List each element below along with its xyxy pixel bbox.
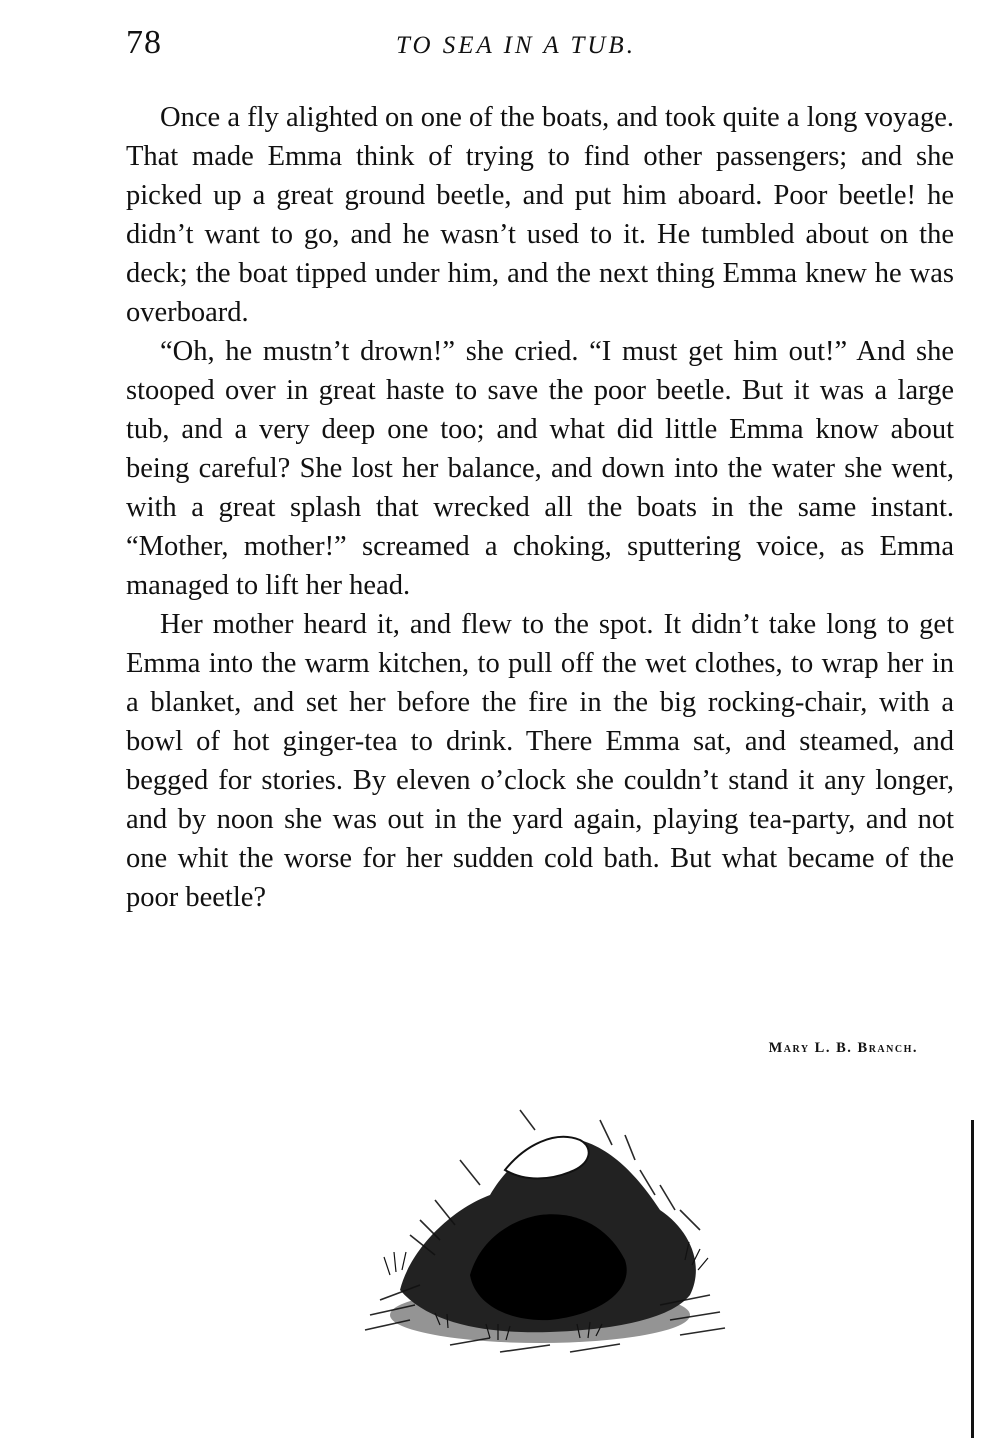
page-edge-line <box>970 1120 976 1438</box>
running-title: TO SEA IN A TUB. <box>396 32 636 59</box>
shrub-vignette-icon <box>340 1100 740 1370</box>
author-attribution: Mary L. B. Branch. <box>768 1040 918 1056</box>
paragraph-emma-falls: “Oh, he mustn’t drown!” she cried. “I must get him out!” And she stooped over in great haste to save the poor beetle. But it was a large tub, and a very deep one too; and what did little Emma know about being careful? She lost her balance, and down into the water she went, with a great splash that wrecked all the boats in the same instant. “Mother, mother!” screamed a choking, sputtering voice, as Emma managed to lift her head. <box>126 336 954 601</box>
page-number: 78 <box>126 24 162 61</box>
paragraph-mother-rescue: Her mother heard it, and flew to the spot. It didn’t take long to get Emma into the warm kitchen, to pull off the wet clothes, to wrap her in a blanket, and set her before the fire in the big rocking-chair, with a bowl of hot ginger-tea to drink. There Emma sat, and steamed, and begged for stories. By eleven o’clock she couldn’t stand it any longer, and by noon she was out in the yard again, playing tea-party, and not one whit the worse for her sudden cold bath. But what became of the poor beetle? <box>126 609 954 913</box>
page-header <box>126 24 954 64</box>
body-text <box>126 98 954 917</box>
paragraph-fly-voyage: Once a fly alighted on one of the boats, and took quite a long voyage. That made Emma think of trying to find other passengers; and she picked up a great ground beetle, and put him aboard. Poor beetle! he didn’t want to go, and he wasn’t used to it. He tumbled about on the deck; the boat tipped under him, and the next thing Emma knew he was overboard. <box>126 102 954 328</box>
